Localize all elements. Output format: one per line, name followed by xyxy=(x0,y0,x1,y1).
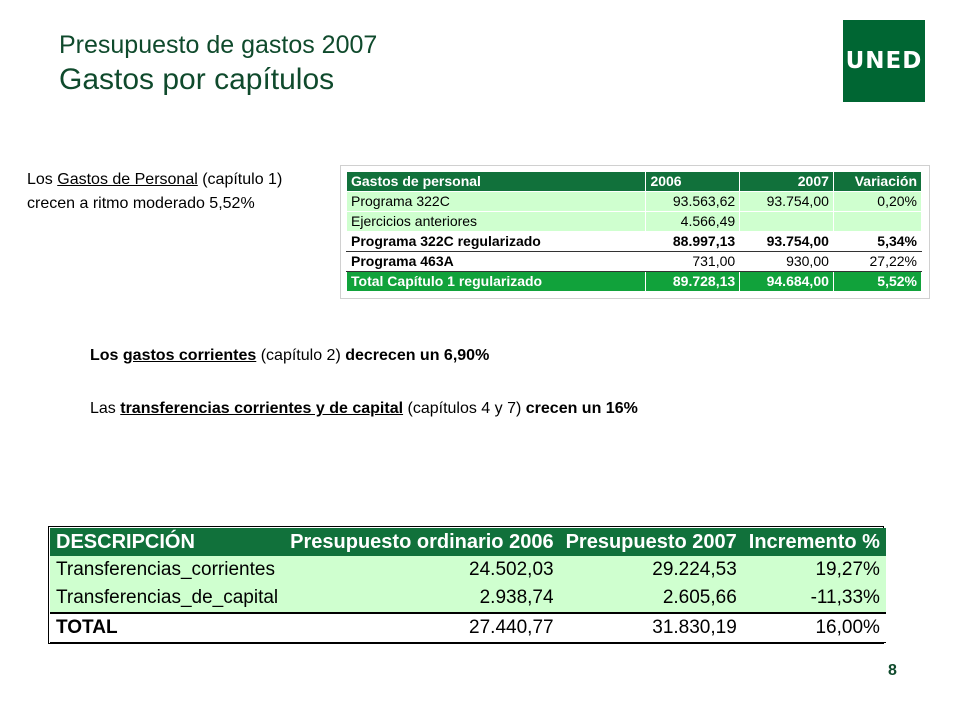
table-row xyxy=(347,212,922,232)
header-cell: Incremento % xyxy=(743,528,886,556)
table-row xyxy=(50,556,886,584)
table-header-row xyxy=(347,172,922,192)
value-2006: 27.440,77 xyxy=(284,613,559,643)
table-header-row xyxy=(50,528,886,556)
value-2007: 29.224,53 xyxy=(560,556,743,584)
table-row xyxy=(50,584,886,613)
header-cell: Presupuesto 2007 xyxy=(560,528,743,556)
value-2007: 93.754,00 xyxy=(740,192,834,212)
value-2007: 930,00 xyxy=(740,252,834,272)
table-total-row xyxy=(347,272,922,292)
row-label: Programa 322C regularizado xyxy=(347,232,646,252)
slide-subtitle: Presupuesto de gastos 2007 xyxy=(59,31,378,59)
value-2006: 88.997,13 xyxy=(646,232,740,252)
value-2006: 93.563,62 xyxy=(646,192,740,212)
para1-pre: Los xyxy=(27,171,58,188)
row-label: Total Capítulo 1 regularizado xyxy=(347,272,646,292)
personal-expenses-link: Gastos de Personal xyxy=(57,171,198,188)
value-2007 xyxy=(740,212,834,232)
header-cell: Gastos de personal xyxy=(347,172,646,192)
value-2006: 2.938,74 xyxy=(284,584,559,613)
value-increment: -11,33% xyxy=(743,584,886,613)
row-label: Programa 322C xyxy=(347,192,646,212)
current-expenses-text xyxy=(90,344,770,368)
personal-expenses-text xyxy=(27,168,327,216)
header-cell: 2007 xyxy=(740,172,834,192)
value-variation: 27,22% xyxy=(833,252,921,272)
para2-post: decrecen un 6,90% xyxy=(345,347,490,364)
para2-mid: (capítulo 2) xyxy=(256,347,346,364)
value-variation: 5,52% xyxy=(833,272,921,292)
personal-expenses-table xyxy=(346,171,922,292)
value-2007: 31.830,19 xyxy=(560,613,743,643)
header-cell: Variación xyxy=(833,172,921,192)
page-number: 8 xyxy=(888,662,897,679)
header-cell: 2006 xyxy=(646,172,740,192)
transfers-link: transferencias corrientes y de capital xyxy=(120,400,404,417)
value-2006: 24.502,03 xyxy=(284,556,559,584)
para3-mid: (capítulos 4 y 7) xyxy=(403,400,526,417)
value-increment: 16,00% xyxy=(743,613,886,643)
para3-pre: Las xyxy=(90,400,121,417)
value-2007: 94.684,00 xyxy=(740,272,834,292)
value-2007: 93.754,00 xyxy=(740,232,834,252)
value-2006: 731,00 xyxy=(646,252,740,272)
row-label: Programa 463A xyxy=(347,252,646,272)
table-row xyxy=(347,252,922,272)
transfers-table xyxy=(50,528,886,643)
row-label: Transferencias_corrientes xyxy=(50,556,284,584)
value-2006: 4.566,49 xyxy=(646,212,740,232)
row-label: Ejercicios anteriores xyxy=(347,212,646,232)
para3-post: crecen un 16% xyxy=(525,400,638,417)
value-2006: 89.728,13 xyxy=(646,272,740,292)
value-variation: 0,20% xyxy=(833,192,921,212)
slide-title: Gastos por capítulos xyxy=(59,63,335,96)
value-variation: 5,34% xyxy=(833,232,921,252)
table-row xyxy=(347,192,922,212)
value-2007: 2.605,66 xyxy=(560,584,743,613)
logo-text: UNED xyxy=(845,48,923,74)
header-cell: Presupuesto ordinario 2006 xyxy=(284,528,559,556)
header-cell: DESCRIPCIÓN xyxy=(50,528,284,556)
transfers-text xyxy=(90,397,770,421)
value-increment: 19,27% xyxy=(743,556,886,584)
table-total-row xyxy=(50,613,886,643)
uned-logo xyxy=(843,20,925,102)
value-variation xyxy=(833,212,921,232)
table-row xyxy=(347,232,922,252)
para2-pre: Los xyxy=(90,347,123,364)
row-label: Transferencias_de_capital xyxy=(50,584,284,613)
row-label: TOTAL xyxy=(50,613,284,643)
current-expenses-link: gastos corrientes xyxy=(122,347,257,364)
para1-post: (capítulo 1) crecen a ritmo moderado 5,52% xyxy=(27,171,283,212)
